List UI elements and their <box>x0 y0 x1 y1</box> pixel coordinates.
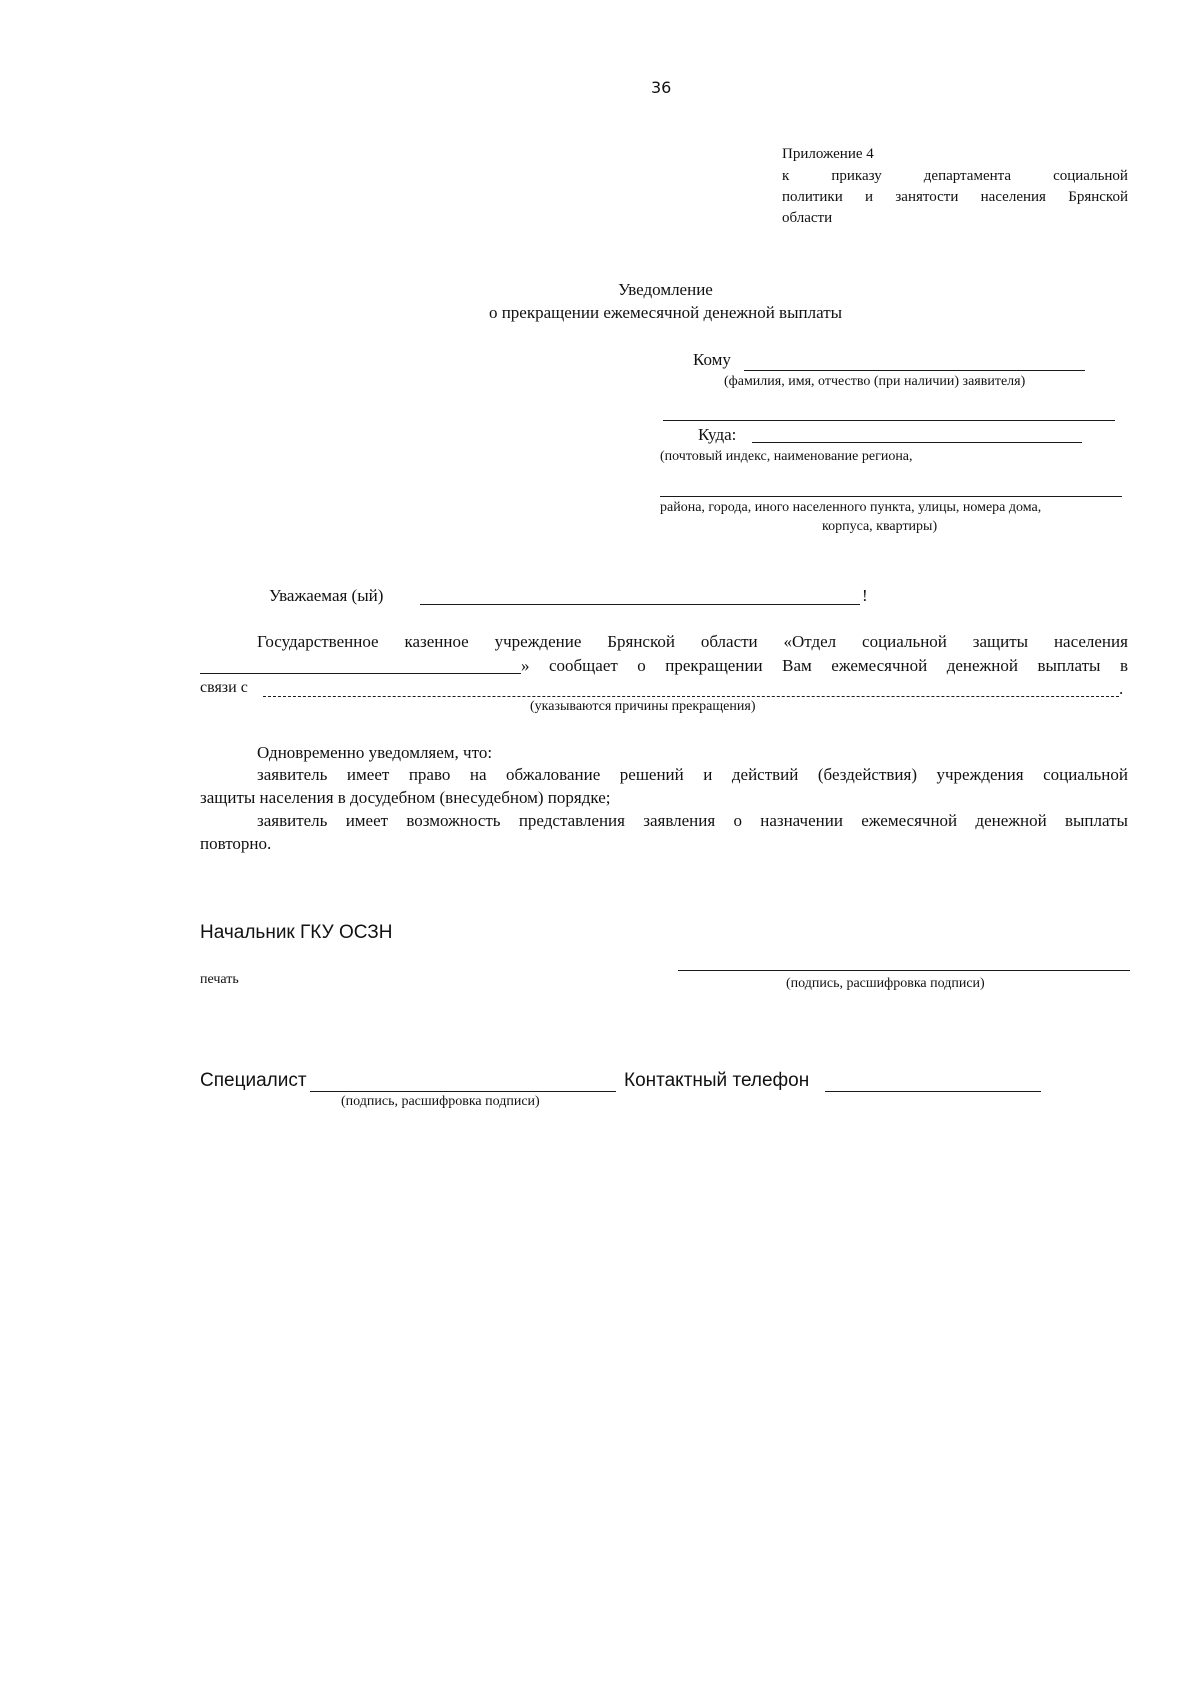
phone-label: Контактный телефон <box>624 1070 810 1091</box>
word: социальной <box>1053 168 1128 184</box>
head-signature-line[interactable] <box>678 970 1130 971</box>
word: занятости <box>895 189 959 205</box>
word: (бездействия) <box>817 765 917 784</box>
word: департамента <box>923 168 1012 184</box>
page-number: 36 <box>651 78 672 97</box>
word: на <box>469 765 487 784</box>
to-extra-line[interactable] <box>663 420 1115 421</box>
word: населения <box>980 189 1046 205</box>
head-signature-caption: (подпись, расшифровка подписи) <box>786 976 985 991</box>
word: право <box>408 765 451 784</box>
reason-line[interactable] <box>263 696 1119 697</box>
stamp-label: печать <box>200 972 239 987</box>
word: решений <box>619 765 684 784</box>
notice-title: Уведомление <box>618 280 713 299</box>
word: о <box>637 656 646 675</box>
word: политики <box>782 189 843 205</box>
to-name-caption: (фамилия, имя, отчество (при наличии) заявителя) <box>724 374 1026 389</box>
phone-line[interactable] <box>825 1091 1041 1092</box>
word: в <box>1119 656 1128 675</box>
salutation-label: Уважаемая (ый) <box>269 586 384 605</box>
body-p1-line-1 <box>257 632 1128 652</box>
word: населения <box>1053 632 1128 651</box>
specialist-label: Специалист <box>200 1070 307 1091</box>
to-name-line[interactable] <box>744 370 1085 371</box>
body-p1-line-3-end: . <box>1119 679 1124 698</box>
item-1-line-2: защиты населения в досудебном (внесудебном) порядке; <box>200 788 611 807</box>
appendix-line-3: области <box>782 210 833 226</box>
word: приказу <box>831 168 882 184</box>
word: заявитель <box>257 811 328 830</box>
word: и <box>865 189 874 205</box>
word: социальной <box>1043 765 1128 784</box>
reason-caption: (указываются причины прекращения) <box>530 699 756 714</box>
word: выплаты <box>1037 656 1101 675</box>
salutation-name-line[interactable] <box>420 604 860 605</box>
notify-intro: Одновременно уведомляем, что: <box>257 743 493 762</box>
to-label: Кому <box>693 350 731 369</box>
word: к <box>782 168 790 184</box>
word: ежемесячной <box>861 811 958 830</box>
word: ежемесячной <box>831 656 928 675</box>
address-label: Куда: <box>698 425 737 444</box>
word: денежной <box>946 656 1018 675</box>
appendix-title: Приложение 4 <box>782 146 874 162</box>
word: заявитель <box>257 765 328 784</box>
word: » <box>521 656 530 675</box>
item-2-line-2: повторно. <box>200 834 272 853</box>
word: сообщает <box>548 656 618 675</box>
word: учреждение <box>494 632 582 651</box>
department-name-line[interactable] <box>200 673 521 674</box>
word: имеет <box>345 811 389 830</box>
address-caption-1: (почтовый индекс, наименование региона, <box>660 449 913 464</box>
word: выплаты <box>1064 811 1128 830</box>
appendix-line-2 <box>782 189 1128 206</box>
word: Брянской <box>607 632 675 651</box>
address-caption-3: корпуса, квартиры) <box>822 519 938 534</box>
salutation-exclamation: ! <box>862 586 868 605</box>
word: заявления <box>643 811 716 830</box>
word: Вам <box>782 656 812 675</box>
body-p1-line-3-prefix: связи с <box>200 679 248 696</box>
address-line-2[interactable] <box>660 496 1122 497</box>
word: и <box>703 765 713 784</box>
word: «Отдел <box>783 632 837 651</box>
address-line-1[interactable] <box>752 442 1082 443</box>
word: действий <box>731 765 799 784</box>
word: Брянской <box>1068 189 1128 205</box>
word: прекращении <box>665 656 763 675</box>
appendix-line-1 <box>782 168 1128 185</box>
body-p1-line-2 <box>521 656 1128 676</box>
word: Государственное <box>257 632 379 651</box>
word: назначении <box>760 811 843 830</box>
word: казенное <box>404 632 469 651</box>
word: учреждения <box>936 765 1024 784</box>
word: имеет <box>346 765 390 784</box>
item-1-line-1 <box>257 765 1128 785</box>
head-title: Начальник ГКУ ОСЗН <box>200 922 393 943</box>
word: области <box>700 632 758 651</box>
item-2-line-1 <box>257 811 1128 831</box>
word: о <box>733 811 742 830</box>
address-caption-2: района, города, иного населенного пункта, улицы, номера дома, <box>660 500 1042 515</box>
word: представления <box>518 811 625 830</box>
specialist-signature-line[interactable] <box>310 1091 616 1092</box>
word: возможность <box>406 811 501 830</box>
specialist-signature-caption: (подпись, расшифровка подписи) <box>341 1094 540 1109</box>
word: социальной <box>862 632 947 651</box>
word: защиты <box>972 632 1029 651</box>
word: денежной <box>975 811 1047 830</box>
word: обжалование <box>506 765 601 784</box>
notice-subtitle: о прекращении ежемесячной денежной выплаты <box>488 303 843 322</box>
